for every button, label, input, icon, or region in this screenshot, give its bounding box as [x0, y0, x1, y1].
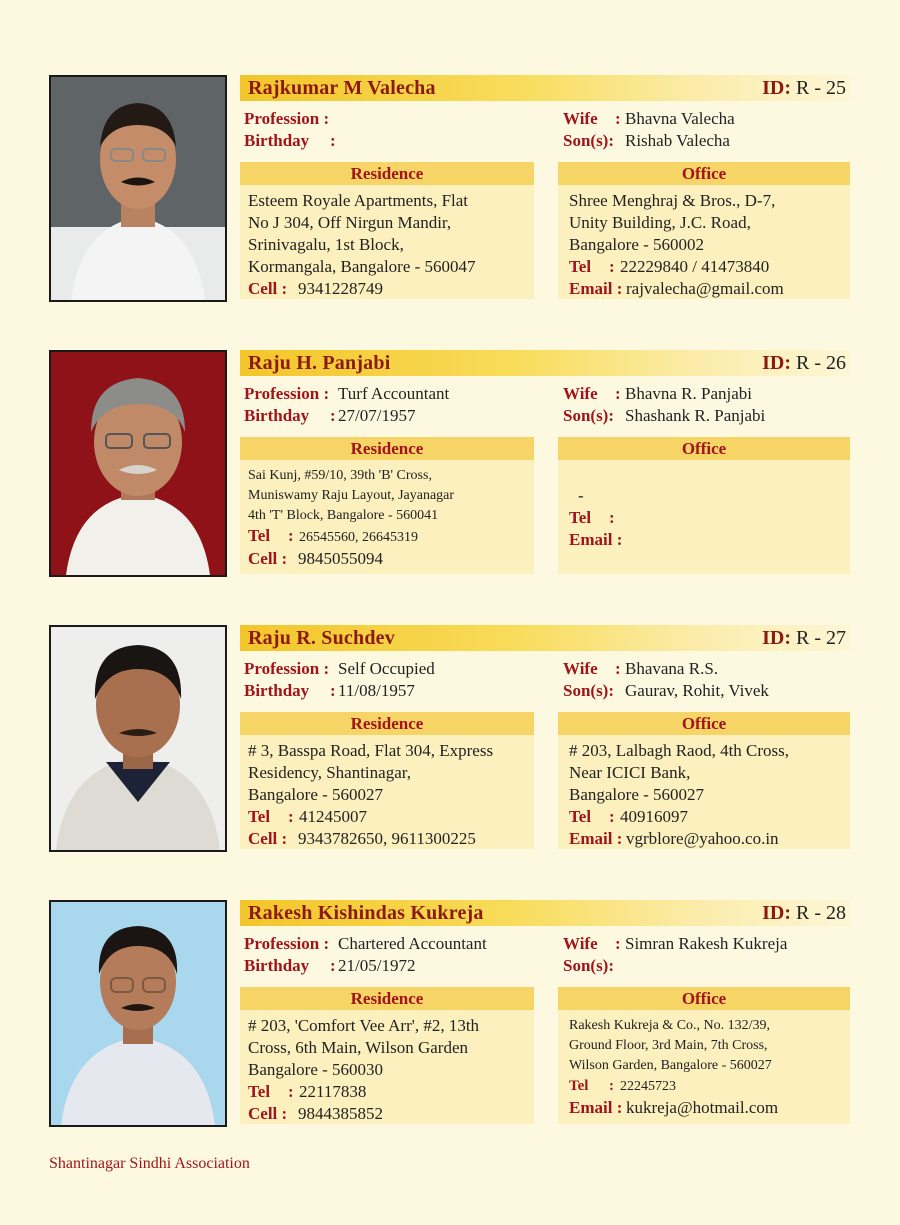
profession-value: Turf Accountant [338, 384, 450, 403]
member-name: Rakesh Kishindas Kukreja [248, 902, 484, 924]
wife-value: Bhavana R.S. [625, 659, 719, 678]
birthday-label: Birthday [244, 956, 310, 975]
tel-label: Tel [569, 508, 592, 527]
tel-label: Tel [248, 807, 271, 826]
address-line: Bangalore - 560030 [248, 1060, 384, 1079]
address-line: No J 304, Off Nirgun Mandir, [248, 213, 452, 232]
member-name: Rajkumar M Valecha [248, 77, 436, 99]
sons-value: Shashank R. Panjabi [625, 406, 766, 425]
residence-box [240, 987, 534, 1124]
cell-value: 9341228749 [298, 279, 383, 298]
address-line: Unity Building, J.C. Road, [569, 213, 751, 232]
address-line: Shree Menghraj & Bros., D-7, [569, 191, 776, 210]
id-label: ID: [762, 627, 791, 649]
tel-label: Tel [569, 257, 592, 276]
wife-colon: : [615, 109, 621, 128]
birthday-label: Birthday [244, 131, 310, 150]
member-name: Raju H. Panjabi [248, 352, 391, 374]
wife-label: Wife [563, 659, 598, 678]
address-line: # 203, Lalbagh Raod, 4th Cross, [569, 741, 790, 760]
office-body [558, 735, 850, 850]
birthday-field [244, 130, 338, 152]
birthday-field [244, 955, 415, 977]
office-body [558, 1010, 850, 1119]
email-line [569, 529, 842, 551]
wife-field [563, 933, 787, 955]
residence-box [240, 437, 534, 574]
sons-field [563, 680, 769, 702]
member-photo [49, 625, 227, 852]
profession-field [244, 108, 338, 130]
residence-box [240, 162, 534, 299]
office-box [558, 712, 850, 849]
sons-value: Rishab Valecha [625, 131, 730, 150]
address-line: # 203, 'Comfort Vee Arr', #2, 13th [248, 1016, 480, 1035]
id-value: R - 27 [796, 627, 846, 649]
birthday-field [244, 405, 415, 427]
member-photo [49, 350, 227, 577]
id-value: R - 25 [796, 77, 846, 99]
residence-body [240, 185, 534, 300]
tel-line [569, 507, 842, 529]
office-body [558, 185, 850, 300]
tel-line [569, 1076, 842, 1097]
tel-colon: : [288, 526, 294, 545]
address-line: Near ICICI Bank, [569, 763, 691, 782]
profession-label: Profession : [244, 109, 330, 128]
residence-header: Residence [240, 712, 534, 735]
tel-value: 41245007 [299, 807, 367, 826]
wife-label: Wife [563, 384, 598, 403]
member-id [762, 626, 846, 650]
profession-value: Chartered Accountant [338, 934, 487, 953]
tel-colon: : [609, 807, 615, 826]
birthday-label: Birthday [244, 406, 310, 425]
cell-label: Cell : [248, 279, 288, 298]
residence-box [240, 712, 534, 849]
sons-label: Son(s): [563, 406, 615, 425]
tel-value: 22245723 [620, 1079, 676, 1094]
residence-header: Residence [240, 437, 534, 460]
tel-value: 22229840 / 41473840 [620, 257, 770, 276]
sons-label: Son(s): [563, 956, 615, 975]
sons-field [563, 130, 730, 152]
residence-body [240, 1010, 534, 1125]
sons-field [563, 955, 625, 977]
address-line: Bangalore - 560027 [569, 785, 705, 804]
office-header: Office [558, 162, 850, 185]
profession-value: Self Occupied [338, 659, 435, 678]
tel-label: Tel [248, 1082, 271, 1101]
member-entry-r28 [0, 900, 900, 1132]
tel-value: 22117838 [299, 1082, 367, 1101]
id-label: ID: [762, 902, 791, 924]
office-header: Office [558, 437, 850, 460]
profession-label: Profession : [244, 384, 330, 403]
office-body [558, 460, 850, 551]
sons-label: Son(s): [563, 681, 615, 700]
birthday-value: 11/08/1957 [338, 681, 415, 700]
wife-colon: : [615, 934, 621, 953]
email-label: Email : [569, 1098, 623, 1117]
address-line: Ground Floor, 3rd Main, 7th Cross, [569, 1038, 768, 1053]
profession-label: Profession : [244, 659, 330, 678]
tel-value: 26545560, 26645319 [299, 530, 418, 545]
cell-value: 9845055094 [298, 549, 383, 568]
member-photo [49, 75, 227, 302]
tel-colon: : [288, 1082, 294, 1101]
cell-value: 9343782650, 9611300225 [298, 829, 476, 848]
cell-label: Cell : [248, 549, 288, 568]
address-line: Cross, 6th Main, Wilson Garden [248, 1038, 468, 1057]
address-line: Srinivagalu, 1st Block, [248, 235, 404, 254]
wife-value: Simran Rakesh Kukreja [625, 934, 788, 953]
member-entry-r25 [0, 75, 900, 307]
id-value: R - 26 [796, 352, 846, 374]
birthday-colon: : [330, 956, 336, 975]
member-photo [49, 900, 227, 1127]
wife-value: Bhavna Valecha [625, 109, 735, 128]
birthday-value: 21/05/1972 [338, 956, 416, 975]
address-line: Muniswamy Raju Layout, Jayanagar [248, 488, 455, 503]
tel-line [248, 526, 526, 548]
wife-field [563, 658, 718, 680]
email-line [569, 278, 842, 300]
tel-colon: : [609, 508, 615, 527]
email-line [569, 828, 842, 850]
address-line: Sai Kunj, #59/10, 39th 'B' Cross, [248, 468, 432, 483]
office-header: Office [558, 712, 850, 735]
address-line: Bangalore - 560002 [569, 235, 705, 254]
address-line: Residency, Shantinagar, [248, 763, 411, 782]
office-box [558, 437, 850, 574]
birthday-value: 27/07/1957 [338, 406, 416, 425]
tel-value: 40916097 [620, 807, 688, 826]
sons-field [563, 405, 765, 427]
address-line: Esteem Royale Apartments, Flat [248, 191, 469, 210]
residence-header: Residence [240, 987, 534, 1010]
address-line: Rakesh Kukreja & Co., No. 132/39, [569, 1018, 771, 1033]
office-box [558, 162, 850, 299]
office-header: Office [558, 987, 850, 1010]
sons-value: Gaurav, Rohit, Vivek [625, 681, 769, 700]
profession-label: Profession : [244, 934, 330, 953]
address-line: # 3, Basspa Road, Flat 304, Express [248, 741, 494, 760]
profession-field [244, 933, 487, 955]
tel-colon: : [609, 257, 615, 276]
tel-line [569, 256, 842, 278]
email-value: kukreja@hotmail.com [626, 1098, 779, 1117]
birthday-colon: : [330, 681, 336, 700]
tel-label: Tel [248, 526, 271, 545]
wife-label: Wife [563, 934, 598, 953]
wife-label: Wife [563, 109, 598, 128]
birthday-label: Birthday [244, 681, 310, 700]
address-line: Bangalore - 560027 [248, 785, 384, 804]
birthday-field [244, 680, 415, 702]
email-label: Email : [569, 829, 623, 848]
id-label: ID: [762, 77, 791, 99]
residence-header: Residence [240, 162, 534, 185]
cell-line [248, 828, 526, 850]
wife-field [563, 108, 735, 130]
birthday-colon: : [330, 406, 336, 425]
birthday-colon: : [330, 131, 336, 150]
tel-line [248, 806, 526, 828]
email-value: rajvalecha@gmail.com [626, 279, 784, 298]
wife-colon: : [615, 659, 621, 678]
address-line: - [578, 486, 584, 505]
profession-field [244, 658, 435, 680]
office-box [558, 987, 850, 1124]
footer-association-name: Shantinagar Sindhi Association [49, 1155, 250, 1172]
tel-line [569, 806, 842, 828]
member-name: Raju R. Suchdev [248, 627, 395, 649]
profession-field [244, 383, 449, 405]
email-value: vgrblore@yahoo.co.in [626, 829, 779, 848]
member-id [762, 901, 846, 925]
email-line [569, 1097, 842, 1119]
cell-value: 9844385852 [298, 1104, 383, 1123]
cell-line [248, 278, 526, 300]
cell-line [248, 548, 526, 570]
cell-label: Cell : [248, 1104, 288, 1123]
address-line: Kormangala, Bangalore - 560047 [248, 257, 476, 276]
id-label: ID: [762, 352, 791, 374]
wife-colon: : [615, 384, 621, 403]
residence-body [240, 460, 534, 570]
residence-body [240, 735, 534, 850]
email-label: Email : [569, 530, 623, 549]
address-line: Wilson Garden, Bangalore - 560027 [569, 1058, 772, 1073]
cell-label: Cell : [248, 829, 288, 848]
id-value: R - 28 [796, 902, 846, 924]
member-id [762, 76, 846, 100]
wife-field [563, 383, 752, 405]
member-entry-r27 [0, 625, 900, 857]
cell-line [248, 1103, 526, 1125]
tel-line [248, 1081, 526, 1103]
member-id [762, 351, 846, 375]
address-line: 4th 'T' Block, Bangalore - 560041 [248, 508, 439, 523]
tel-label: Tel [569, 1078, 589, 1094]
email-label: Email : [569, 279, 623, 298]
tel-colon: : [609, 1078, 614, 1094]
tel-colon: : [288, 807, 294, 826]
wife-value: Bhavna R. Panjabi [625, 384, 753, 403]
tel-label: Tel [569, 807, 592, 826]
member-entry-r26 [0, 350, 900, 582]
sons-label: Son(s): [563, 131, 615, 150]
